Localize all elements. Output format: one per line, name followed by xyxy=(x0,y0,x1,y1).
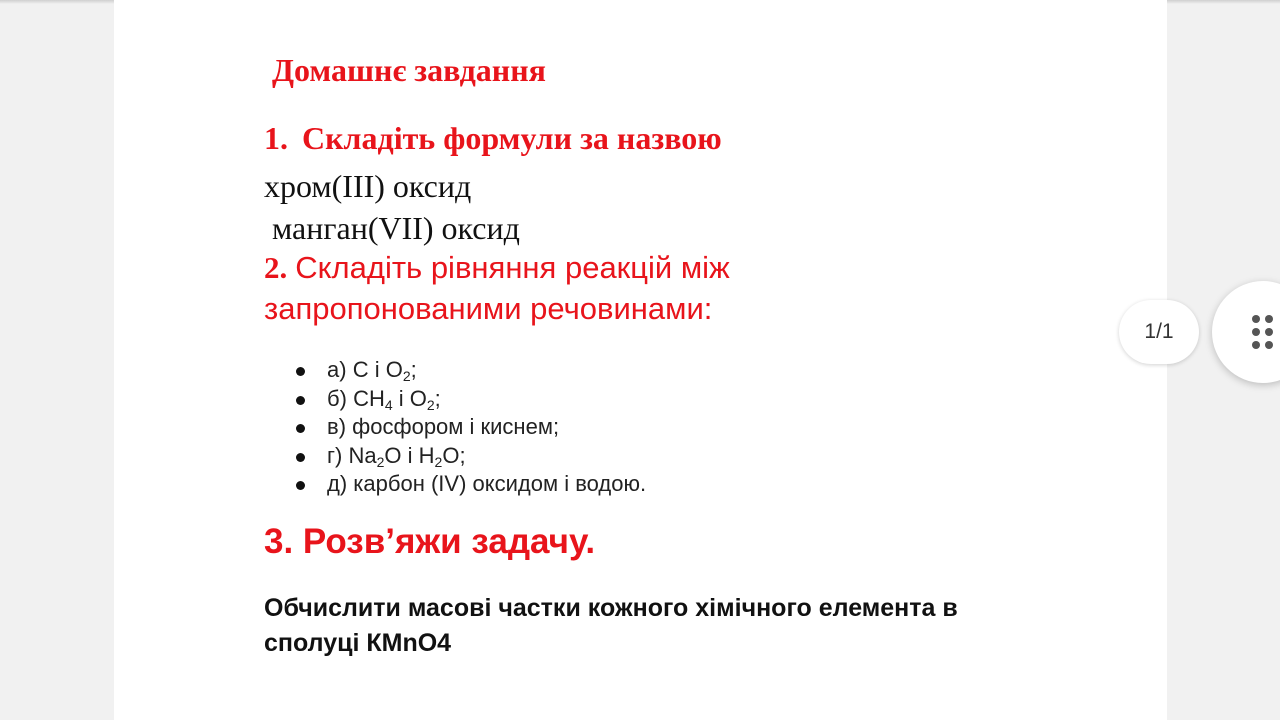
page-title: Домашнє завдання xyxy=(272,52,546,88)
reaction-list xyxy=(296,356,646,499)
task1-line-2: манган(VII) оксид xyxy=(272,210,520,246)
list-item: б) $CH_4$ і $O_2$; xyxy=(296,385,646,414)
bullet-icon xyxy=(296,396,305,405)
list-item: д) карбон (IV) оксидом і водою. xyxy=(296,470,646,499)
task3-heading: 3. Розв’яжи задачу. xyxy=(264,522,596,561)
bullet-icon xyxy=(296,453,305,462)
task1-heading-text: Складіть формули за назвою xyxy=(302,120,722,156)
document-page[interactable] xyxy=(114,0,1167,720)
bullet-icon xyxy=(296,481,305,490)
task1-heading xyxy=(264,120,722,157)
task1-line-1: хром(III) оксид xyxy=(264,168,472,204)
list-item: в) фосфором і киснем; xyxy=(296,413,646,442)
task3-text-line-2: сполуці КMnO4 xyxy=(264,629,452,657)
bullet-icon xyxy=(296,424,305,433)
page-counter: 1/1 xyxy=(1119,300,1199,364)
task3-text-line-1: Обчислити масові частки кожного хімічного елемента в xyxy=(264,594,958,622)
task2-heading-line-2: запропонованими речовинами: xyxy=(264,291,713,326)
task2-heading-line-1 xyxy=(264,250,730,286)
grid-menu-button[interactable] xyxy=(1212,281,1280,383)
grid-dots-icon xyxy=(1252,315,1280,349)
task2-number: 2. xyxy=(264,250,288,285)
task1-number: 1. xyxy=(264,120,288,156)
bullet-icon xyxy=(296,367,305,376)
list-item: а) C і $O_2$; xyxy=(296,356,646,385)
task2-heading-text: Складіть рівняння реакцій між xyxy=(295,250,730,285)
list-item: г) $Na_2O$ і $H_2O$; xyxy=(296,442,646,471)
